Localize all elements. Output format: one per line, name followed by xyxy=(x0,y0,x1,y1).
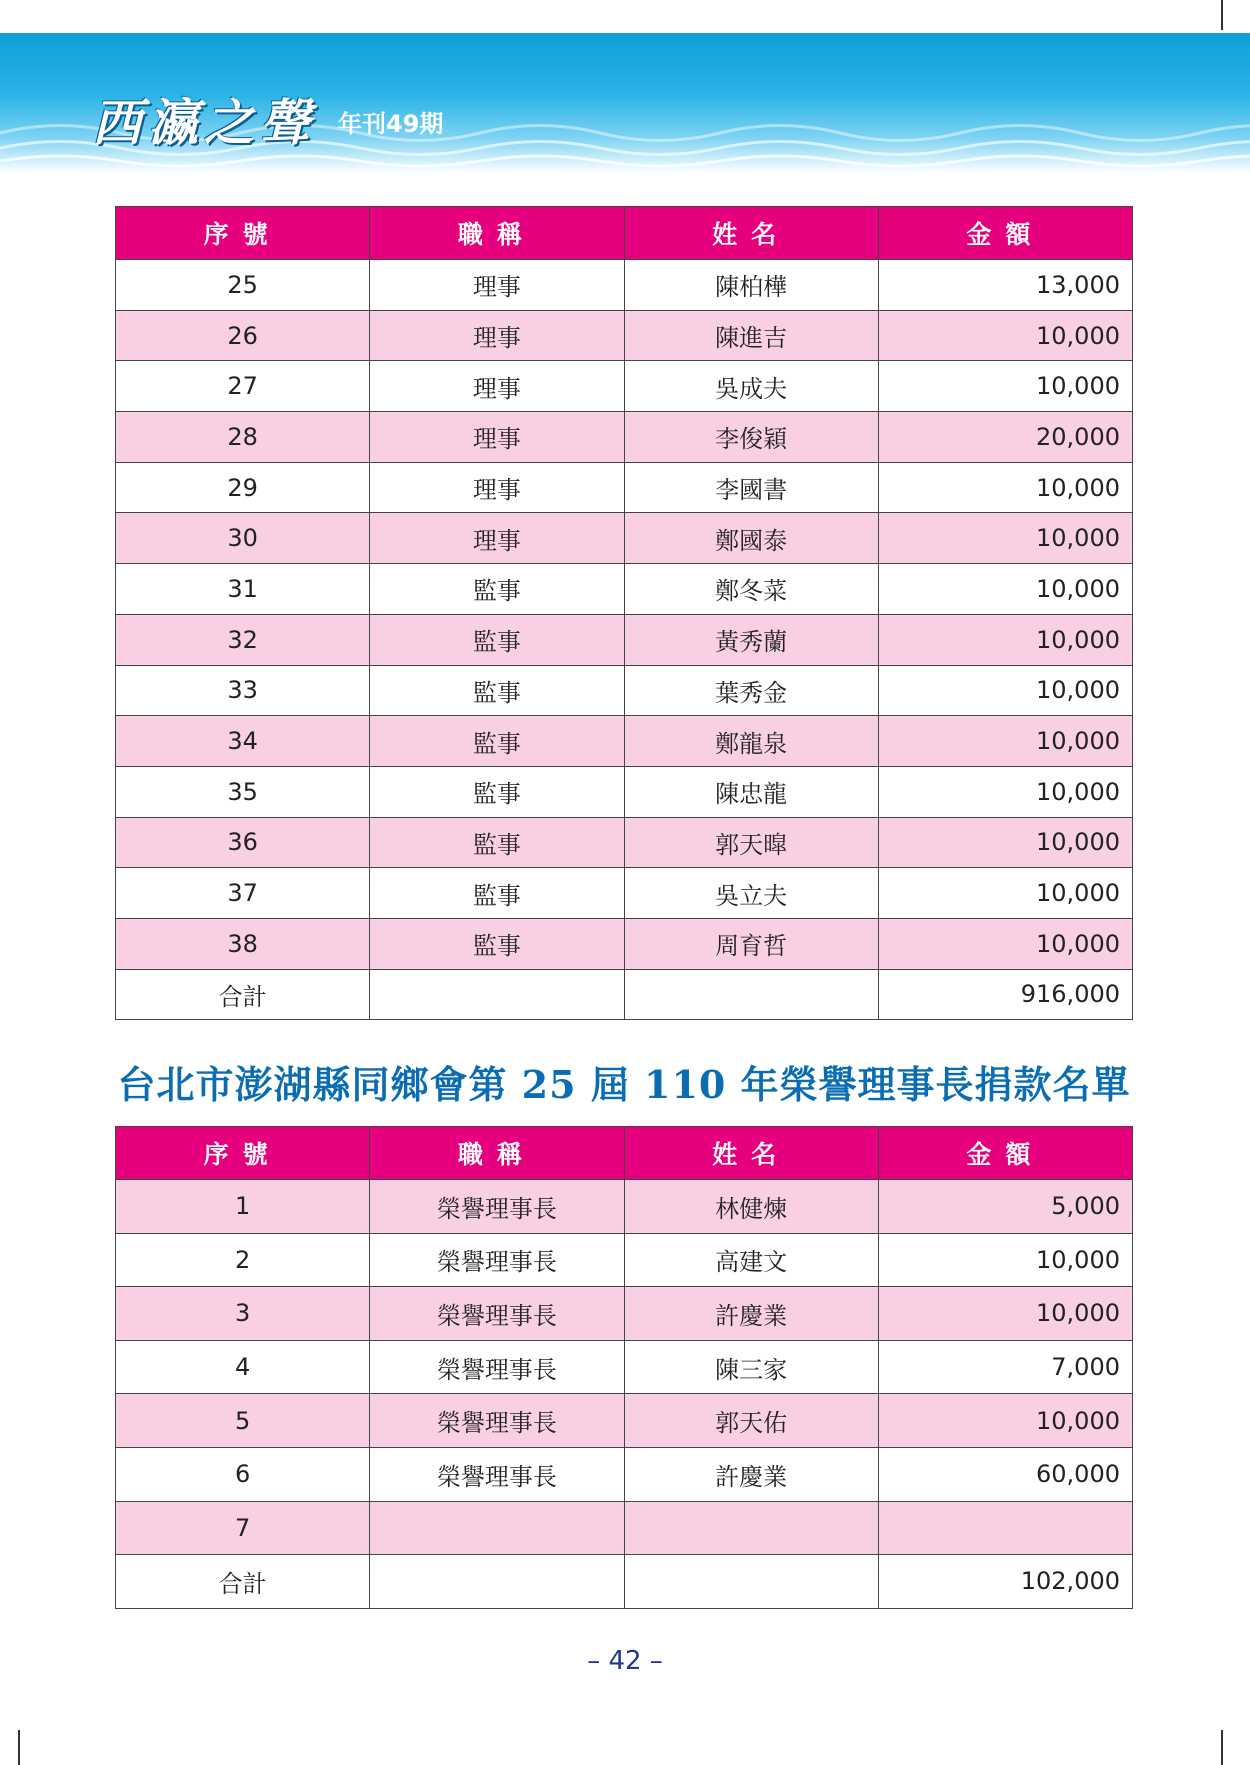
cell-amount: 10,000 xyxy=(878,462,1132,513)
cell-amount: 10,000 xyxy=(878,918,1132,969)
column-header-title: 職稱 xyxy=(370,1127,624,1180)
cell-amount: 10,000 xyxy=(878,310,1132,361)
cell-amount: 20,000 xyxy=(878,412,1132,463)
cell-name: 李國書 xyxy=(624,462,878,513)
cell-title: 榮譽理事長 xyxy=(370,1447,624,1501)
table-row xyxy=(116,1394,1133,1448)
cell-no: 36 xyxy=(116,817,370,868)
table-row xyxy=(116,462,1133,513)
cell-no: 34 xyxy=(116,716,370,767)
cell-amount: 7,000 xyxy=(878,1340,1132,1394)
table-row xyxy=(116,1287,1133,1341)
table-row xyxy=(116,1340,1133,1394)
cell-amount: 10,000 xyxy=(878,716,1132,767)
table-header-row xyxy=(116,207,1133,260)
total-label: 合計 xyxy=(116,969,370,1020)
cell-title: 榮譽理事長 xyxy=(370,1180,624,1234)
cell-no: 38 xyxy=(116,918,370,969)
table-row xyxy=(116,1233,1133,1287)
column-header-no: 序號 xyxy=(116,1127,370,1180)
cell-title: 監事 xyxy=(370,766,624,817)
cell-amount: 10,000 xyxy=(878,1287,1132,1341)
cell-title: 理事 xyxy=(370,462,624,513)
total-label: 合計 xyxy=(116,1555,370,1609)
cell-name: 陳三家 xyxy=(624,1340,878,1394)
cell-no: 26 xyxy=(116,310,370,361)
empty-cell xyxy=(370,969,624,1020)
cell-no: 28 xyxy=(116,412,370,463)
cell-amount: 10,000 xyxy=(878,868,1132,919)
table-row xyxy=(116,1501,1133,1555)
cell-no: 37 xyxy=(116,868,370,919)
empty-cell xyxy=(370,1555,624,1609)
cell-no: 32 xyxy=(116,614,370,665)
cell-title: 監事 xyxy=(370,716,624,767)
column-header-title: 職稱 xyxy=(370,207,624,260)
crop-mark xyxy=(18,1730,20,1765)
cell-title: 理事 xyxy=(370,310,624,361)
cell-title: 榮譽理事長 xyxy=(370,1287,624,1341)
magazine-title: 西瀛之聲 xyxy=(92,93,316,152)
cell-no: 27 xyxy=(116,361,370,412)
cell-no: 3 xyxy=(116,1287,370,1341)
cell-name: 許慶業 xyxy=(624,1447,878,1501)
cell-title: 監事 xyxy=(370,918,624,969)
cell-no: 5 xyxy=(116,1394,370,1448)
cell-name: 許慶業 xyxy=(624,1287,878,1341)
cell-no: 25 xyxy=(116,260,370,311)
table-row xyxy=(116,1180,1133,1234)
column-header-name: 姓名 xyxy=(624,1127,878,1180)
issue-label: 年刊49期 xyxy=(338,110,444,138)
table-total-row xyxy=(116,969,1133,1020)
cell-title: 理事 xyxy=(370,260,624,311)
cell-amount: 10,000 xyxy=(878,513,1132,564)
cell-name: 高建文 xyxy=(624,1233,878,1287)
table-row xyxy=(116,918,1133,969)
empty-cell xyxy=(624,1555,878,1609)
table-row xyxy=(116,766,1133,817)
cell-no: 33 xyxy=(116,665,370,716)
table-row xyxy=(116,716,1133,767)
cell-name: 郭天暭 xyxy=(624,817,878,868)
page-number: – 42 – xyxy=(587,1646,663,1676)
cell-title: 監事 xyxy=(370,614,624,665)
cell-name: 陳進吉 xyxy=(624,310,878,361)
cell-title: 理事 xyxy=(370,412,624,463)
cell-no: 6 xyxy=(116,1447,370,1501)
cell-name: 周育哲 xyxy=(624,918,878,969)
cell-name: 吳立夫 xyxy=(624,868,878,919)
cell-title: 榮譽理事長 xyxy=(370,1394,624,1448)
table-row xyxy=(116,260,1133,311)
crop-mark xyxy=(1221,0,1223,30)
column-header-name: 姓名 xyxy=(624,207,878,260)
cell-amount: 10,000 xyxy=(878,817,1132,868)
cell-no: 4 xyxy=(116,1340,370,1394)
section-title: 台北市澎湖縣同鄉會第 25 屆 110 年榮譽理事長捐款名單 xyxy=(117,1062,1131,1107)
column-header-no: 序號 xyxy=(116,207,370,260)
total-amount: 916,000 xyxy=(878,969,1132,1020)
cell-no: 2 xyxy=(116,1233,370,1287)
cell-name: 李俊穎 xyxy=(624,412,878,463)
cell-amount xyxy=(878,1501,1132,1555)
cell-amount: 13,000 xyxy=(878,260,1132,311)
cell-title: 監事 xyxy=(370,817,624,868)
cell-no: 29 xyxy=(116,462,370,513)
column-header-amount: 金額 xyxy=(878,207,1132,260)
cell-name: 鄭龍泉 xyxy=(624,716,878,767)
table-row xyxy=(116,412,1133,463)
table-row xyxy=(116,868,1133,919)
cell-amount: 5,000 xyxy=(878,1180,1132,1234)
cell-amount: 60,000 xyxy=(878,1447,1132,1501)
cell-name: 鄭國泰 xyxy=(624,513,878,564)
cell-no: 35 xyxy=(116,766,370,817)
table-row xyxy=(116,513,1133,564)
cell-title: 榮譽理事長 xyxy=(370,1233,624,1287)
table-row xyxy=(116,1447,1133,1501)
cell-title: 監事 xyxy=(370,665,624,716)
cell-name: 鄭冬菜 xyxy=(624,564,878,615)
cell-amount: 10,000 xyxy=(878,766,1132,817)
total-amount: 102,000 xyxy=(878,1555,1132,1609)
cell-name: 郭天佑 xyxy=(624,1394,878,1448)
table-total-row xyxy=(116,1555,1133,1609)
header-band xyxy=(0,33,1250,173)
cell-amount: 10,000 xyxy=(878,665,1132,716)
table-row xyxy=(116,564,1133,615)
donation-table-directors xyxy=(115,206,1133,1020)
cell-no: 7 xyxy=(116,1501,370,1555)
cell-name: 葉秀金 xyxy=(624,665,878,716)
cell-no: 30 xyxy=(116,513,370,564)
cell-name: 陳柏樺 xyxy=(624,260,878,311)
cell-amount: 10,000 xyxy=(878,361,1132,412)
cell-title: 理事 xyxy=(370,513,624,564)
table-row xyxy=(116,614,1133,665)
cell-name xyxy=(624,1501,878,1555)
cell-name: 吳成夫 xyxy=(624,361,878,412)
table-row xyxy=(116,817,1133,868)
cell-title: 理事 xyxy=(370,361,624,412)
cell-amount: 10,000 xyxy=(878,614,1132,665)
cell-title: 榮譽理事長 xyxy=(370,1340,624,1394)
cell-title xyxy=(370,1501,624,1555)
table-row xyxy=(116,361,1133,412)
cell-no: 1 xyxy=(116,1180,370,1234)
cell-amount: 10,000 xyxy=(878,1394,1132,1448)
cell-amount: 10,000 xyxy=(878,564,1132,615)
cell-name: 林健煉 xyxy=(624,1180,878,1234)
table-header-row xyxy=(116,1127,1133,1180)
column-header-amount: 金額 xyxy=(878,1127,1132,1180)
cell-amount: 10,000 xyxy=(878,1233,1132,1287)
cell-title: 監事 xyxy=(370,564,624,615)
cell-title: 監事 xyxy=(370,868,624,919)
cell-no: 31 xyxy=(116,564,370,615)
cell-name: 陳忠龍 xyxy=(624,766,878,817)
crop-mark xyxy=(1221,1730,1223,1765)
table-row xyxy=(116,665,1133,716)
donation-table-honorary-chairs xyxy=(115,1126,1133,1609)
cell-name: 黃秀蘭 xyxy=(624,614,878,665)
empty-cell xyxy=(624,969,878,1020)
table-row xyxy=(116,310,1133,361)
